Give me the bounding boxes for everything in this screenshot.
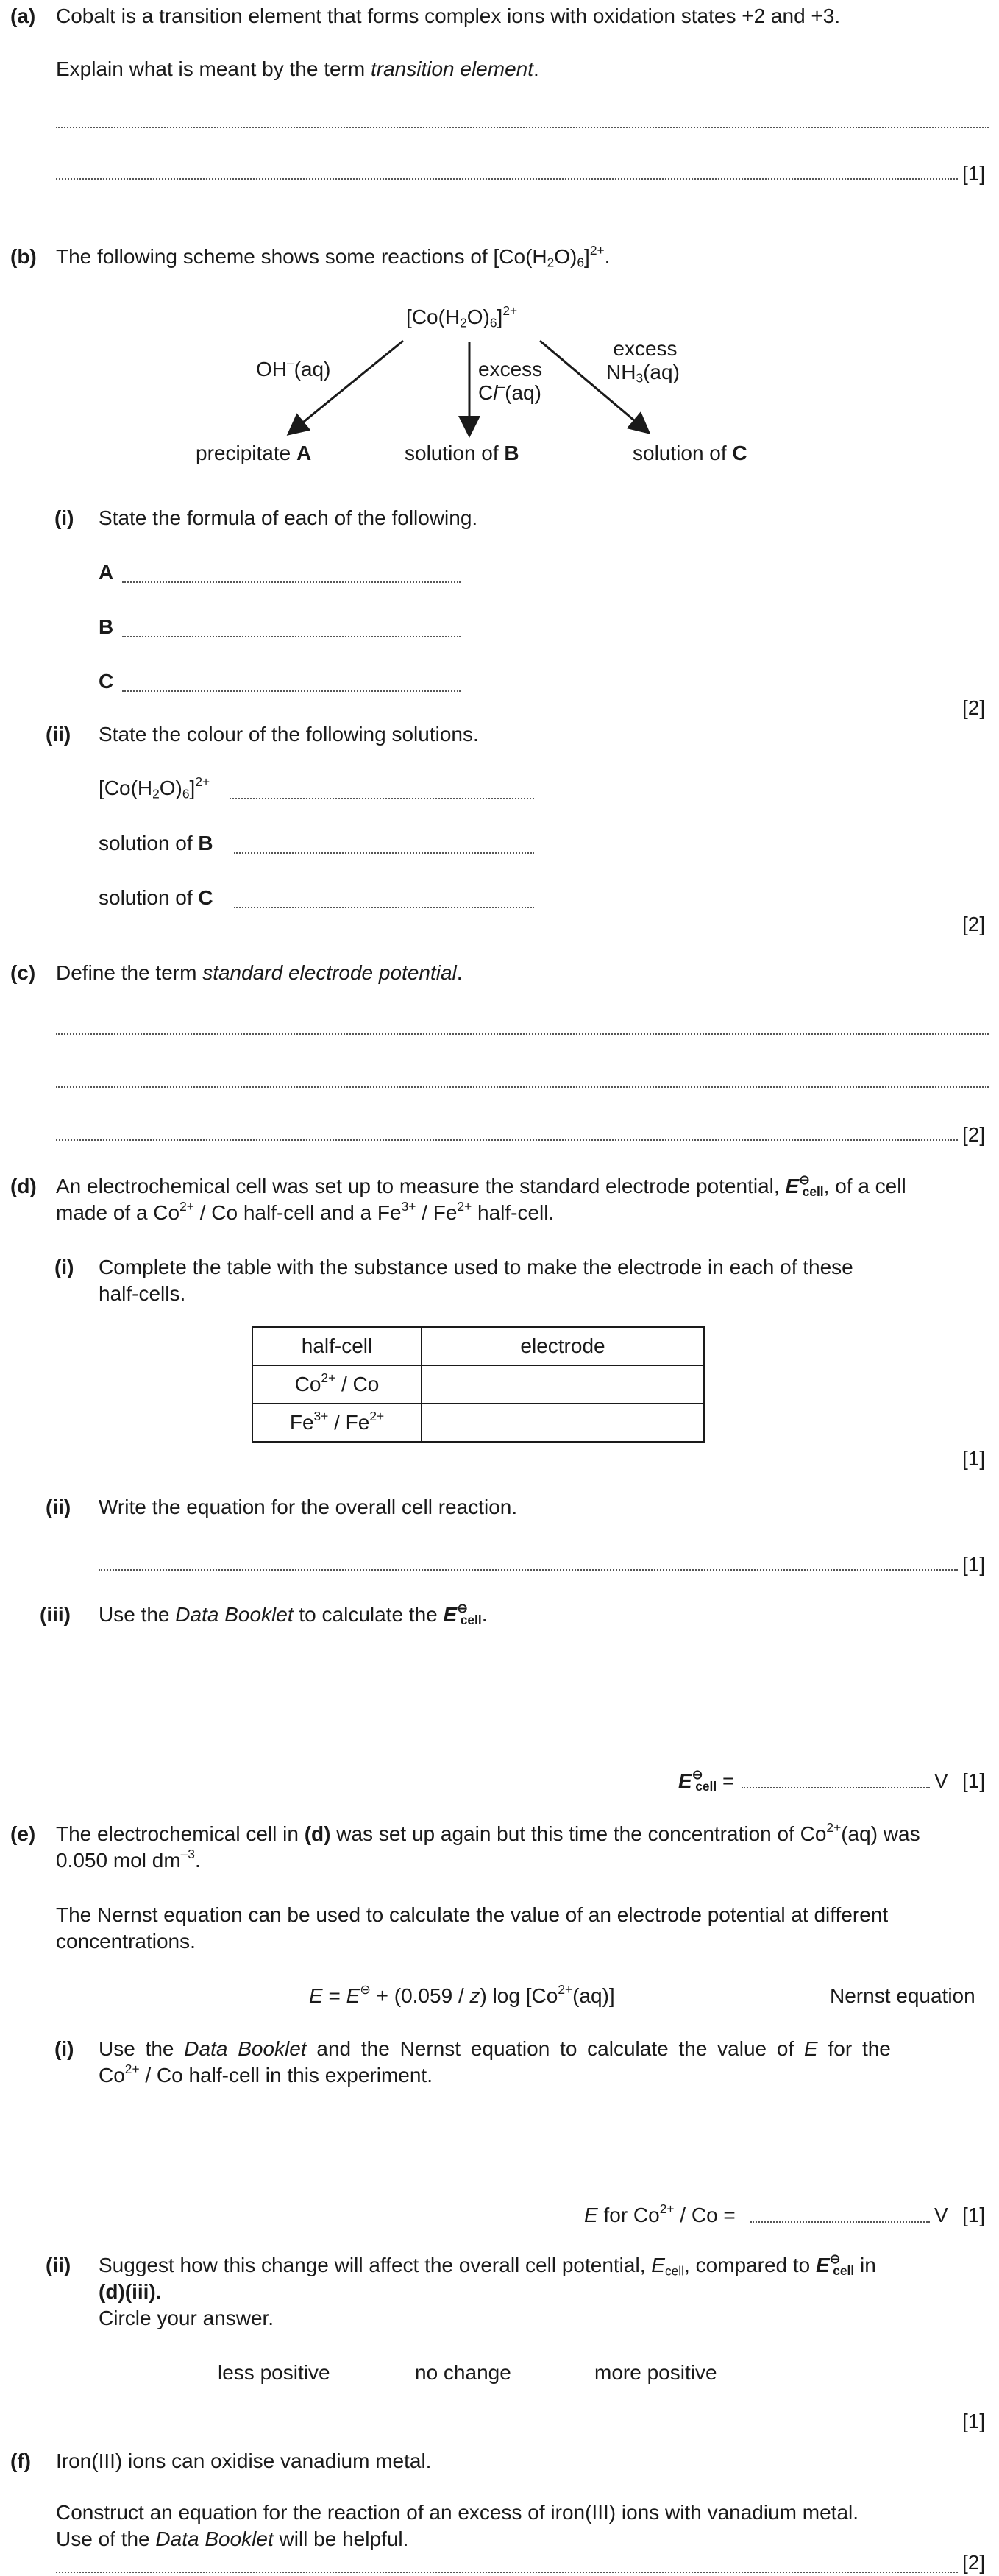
part-f-label: (f) [10, 2449, 31, 2472]
answer-line[interactable] [742, 1787, 930, 1788]
colour-row-solution-b: solution of B [99, 832, 213, 854]
answer-line[interactable] [234, 907, 534, 908]
marks-indicator: [2] [962, 2551, 986, 2574]
nernst-intro-line1: The Nernst equation can be used to calculate the value of an electrode potential at different [56, 1903, 889, 1926]
part-a-label: (a) [10, 4, 36, 27]
table-header-electrode: electrode [422, 1327, 704, 1365]
answer-line[interactable] [56, 1033, 989, 1035]
subpart-e-i-line2: $Co^{2+}$ / Co half-cell in this experiment. [99, 2061, 433, 2087]
part-d-line2: made of a $Co^{2+}$ / Co half-cell and a $Fe^{3+} / Fe^{2+}$ half-cell. [56, 1198, 555, 1224]
scheme-reagent-hydroxide: OH–(aq) [256, 355, 331, 381]
part-b-label: (b) [10, 245, 37, 268]
ecell-answer-label: $E^⊖_{cell}$ = [678, 1766, 735, 1794]
half-cell-iron: $Fe^{3+} / Fe^{2+}$ [252, 1404, 422, 1442]
answer-line[interactable] [122, 581, 461, 583]
scheme-reagent-ammonia: excess $NH_3(aq)$ [606, 337, 680, 386]
marks-indicator: [2] [962, 696, 986, 719]
subpart-e-i-line1: Use the Data Booklet and the Nernst equation to calculate the value of E for the [99, 2037, 891, 2060]
part-a-question: Explain what is meant by the term transition element. [56, 57, 539, 80]
subpart-d-i-line1: Complete the table with the substance used to make the electrode in each of these [99, 1256, 853, 1278]
subpart-d-ii-text: Write the equation for the overall cell reaction. [99, 1496, 518, 1518]
subpart-e-ii-line1: Suggest how this change will affect the overall cell potential, $E_{cell}$, compared to $E^⊖_{cell}$ in [99, 2251, 876, 2279]
arrow-to-precipitate-a [288, 341, 403, 434]
part-e-line2: 0.050 mol $dm^{-3}$. [56, 1846, 201, 1872]
marks-indicator: [1] [962, 1447, 986, 1470]
part-e-line1: The electrochemical cell in (d) was set up again but this time the concentration of $Co^{2+}(aq)$ was [56, 1819, 920, 1845]
electrode-table [252, 1326, 705, 1443]
answer-line[interactable] [234, 852, 534, 854]
table-row [252, 1365, 704, 1404]
part-f-stem: Iron(III) ions can oxidise vanadium metal. [56, 2449, 432, 2472]
circle-instruction: Circle your answer. [99, 2307, 274, 2329]
marks-indicator: [2] [962, 913, 986, 935]
subpart-d-ii-label: (ii) [46, 1496, 71, 1518]
marks-indicator: [2] [962, 1123, 986, 1146]
part-f-line1: Construct an equation for the reaction of an excess of iron(III) ions with vanadium metal. [56, 2501, 859, 2524]
answer-line[interactable] [750, 2221, 930, 2223]
marks-indicator: [1] [962, 162, 986, 185]
unit-volts: V [934, 2204, 948, 2226]
scheme-product-a: precipitate A [196, 442, 312, 464]
formula-a-label: A [99, 561, 114, 584]
scheme-product-c: solution of C [633, 442, 747, 464]
part-b-stem: The following scheme shows some reactions of $[Co(H_2O)_6]^{2+}$. [56, 242, 611, 270]
answer-line[interactable] [230, 798, 534, 799]
part-f-line2: Use of the Data Booklet will be helpful. [56, 2527, 409, 2550]
part-e-label: (e) [10, 1822, 36, 1845]
table-row [252, 1404, 704, 1442]
scheme-complex: $[Co(H_2O)_6]^{2+}$ [406, 302, 518, 330]
subpart-b-i-text: State the formula of each of the following. [99, 506, 478, 529]
part-d-label: (d) [10, 1175, 37, 1197]
electrode-answer-cell[interactable] [422, 1365, 704, 1404]
nernst-equation: E = E⊖ + (0.059 / z) $\log [Co^{2+}(aq)]$ [309, 1981, 615, 2007]
answer-line[interactable] [99, 1569, 958, 1571]
subpart-e-ii-reference: (d)(iii). [99, 2280, 162, 2303]
subpart-d-iii-text: Use the Data Booklet to calculate the $E^⊖_{cell}$. [99, 1600, 488, 1628]
part-c-question: Define the term standard electrode potential. [56, 961, 463, 984]
scheme-product-b: solution of B [405, 442, 519, 464]
unit-volts: V [934, 1769, 948, 1792]
table-header-row [252, 1327, 704, 1365]
option-more-positive[interactable]: more positive [594, 2361, 717, 2384]
subpart-d-i-label: (i) [54, 1256, 74, 1278]
e-answer-label: E for $Co^{2+}$ / Co = [584, 2201, 736, 2226]
option-less-positive[interactable]: less positive [218, 2361, 330, 2384]
part-c-label: (c) [10, 961, 36, 984]
subpart-b-i-label: (i) [54, 506, 74, 529]
answer-line[interactable] [56, 1086, 989, 1088]
subpart-b-ii-text: State the colour of the following solutions. [99, 723, 479, 746]
part-d-line1: An electrochemical cell was set up to measure the standard electrode potential, $E^⊖_{cell}$, of a cell [56, 1172, 906, 1200]
formula-c-label: C [99, 670, 114, 693]
answer-line[interactable] [122, 690, 461, 692]
option-no-change[interactable]: no change [415, 2361, 511, 2384]
part-a-stem: Cobalt is a transition element that forms complex ions with oxidation states +2 and +3. [56, 4, 841, 27]
nernst-intro-line2: concentrations. [56, 1930, 196, 1953]
marks-indicator: [1] [962, 2410, 986, 2432]
table-header-half-cell: half-cell [252, 1327, 422, 1365]
subpart-b-ii-label: (ii) [46, 723, 71, 746]
electrode-answer-cell[interactable] [422, 1404, 704, 1442]
colour-row-solution-c: solution of C [99, 886, 213, 909]
marks-indicator: [1] [962, 1769, 986, 1792]
half-cell-cobalt: $Co^{2+}$ / Co [252, 1365, 422, 1404]
marks-indicator: [1] [962, 2204, 986, 2226]
colour-row-complex: $[Co(H_2O)_6]^{2+}$ [99, 774, 210, 802]
formula-b-label: B [99, 615, 114, 638]
subpart-d-i-line2: half-cells. [99, 1282, 186, 1305]
marks-indicator: [1] [962, 1553, 986, 1576]
answer-line[interactable] [122, 636, 461, 637]
scheme-reagent-chloride: excess Cl–(aq) [478, 358, 543, 405]
scheme-arrows [0, 0, 999, 515]
answer-line[interactable] [56, 2572, 958, 2573]
answer-line[interactable] [56, 1139, 958, 1141]
subpart-e-i-label: (i) [54, 2037, 74, 2060]
nernst-equation-name: Nernst equation [830, 1984, 975, 2007]
subpart-e-ii-label: (ii) [46, 2254, 71, 2276]
subpart-d-iii-label: (iii) [40, 1603, 71, 1626]
